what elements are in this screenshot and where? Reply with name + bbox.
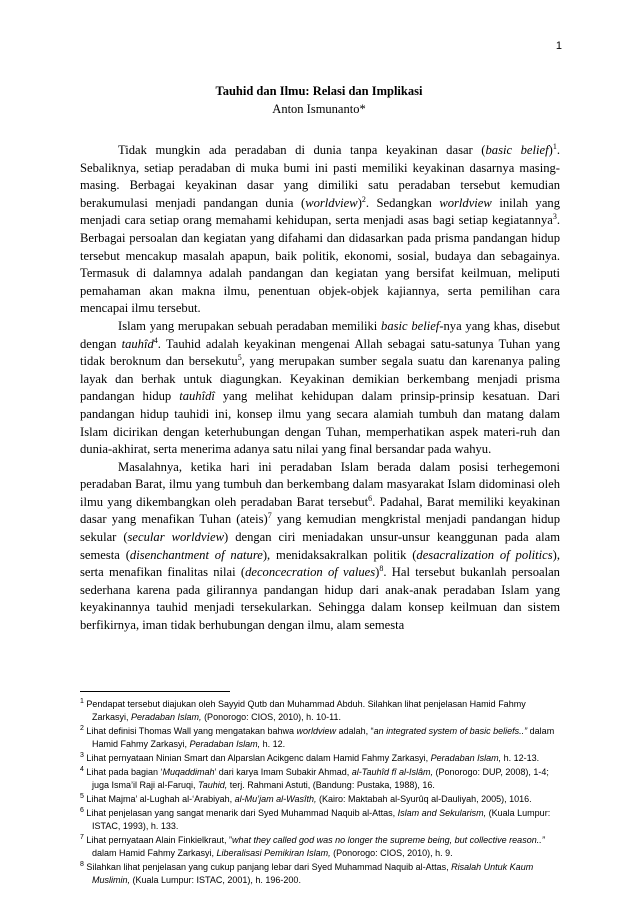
- footnote-number: 1: [80, 698, 84, 705]
- text-run: (Ponorogo: CIOS, 2010), h. 10-11.: [201, 712, 341, 722]
- document-title: Tauhid dan Ilmu: Relasi dan Implikasi: [215, 84, 423, 98]
- text-run: -nya yang khas, disebut dengan: [80, 318, 560, 351]
- italic-run: Risalah Untuk Kaum Muslimin,: [92, 862, 534, 885]
- footnote-number: 8: [80, 861, 84, 868]
- text-run: Tidak mungkin ada peradaban di dunia tanpa keyakinan dasar (: [118, 143, 486, 157]
- footnote-number: 2: [80, 725, 84, 732]
- italic-run: an integrated system of basic beliefs..”: [373, 726, 528, 736]
- italic-run: Liberalisasi Pemikiran Islam,: [216, 848, 331, 858]
- text-run: Pendapat tersebut diajukan oleh Sayyid Qutb dan Muhammad Abduh. Silahkan lihat penjelasan Hamid Fahmy Zarkasyi,: [86, 699, 526, 722]
- text-run: . Padahal, Barat memiliki keyakinan dasar yang menafikan Tuhan (ateis): [80, 494, 560, 527]
- text-run: ’ dari karya Imam Subakir Ahmad,: [214, 767, 352, 777]
- footnote-ref: 5: [237, 352, 242, 362]
- italic-run: Muqaddimah: [162, 767, 215, 777]
- text-run: . Sedangkan: [365, 195, 440, 210]
- footnote: [80, 834, 560, 860]
- paragraph: [80, 459, 560, 635]
- text-run: (Kuala Lumpur: ISTAC, 1993), h. 133.: [92, 808, 551, 831]
- text-run: , yang merupakan sumber segala suatu dan karenanya paling layak dan berhak untuk diagungkan. Keyakinan demikian berkembang menjadi prisma pandangan hidup: [80, 354, 560, 404]
- text-run: yang kemudian mengkristal menjadi pandangan hidup sekular (: [80, 512, 561, 545]
- text-run: . Sebaliknya, setiap peradaban di muka bumi ini pasti memiliki keyakinan dasarnya masing-masing. Berbagai keyakinan dasar yang dimiliki satu peradaban tersebut kemudian berakumulasi menjadi pandangan dunia (: [80, 143, 560, 210]
- italic-run: secular worldview: [127, 530, 225, 545]
- body-text: [80, 142, 560, 635]
- footnote-ref: 1: [552, 141, 557, 151]
- author-name: Anton Ismunanto*: [272, 102, 366, 116]
- text-run: Lihat pada bagian ‘: [86, 767, 163, 777]
- italic-run: Peradaban Islam,: [131, 712, 202, 722]
- footnote-number: 5: [80, 793, 84, 800]
- text-run: Lihat penjelasan yang sangat menarik dari Syed Muhammad Naquib al-Attas,: [86, 808, 398, 818]
- italic-run: al-Tauhîd fî al-Islâm,: [351, 767, 433, 777]
- text-run: Lihat definisi Thomas Wall yang mengatakan bahwa: [86, 726, 297, 736]
- footnote: [80, 861, 560, 887]
- text-run: h. 12-13.: [501, 753, 540, 763]
- italic-run: al-Mu’jam al-Wasîth,: [234, 794, 317, 804]
- text-run: Silahkan lihat penjelasan yang cukup panjang lebar dari Syed Muhammad Naquib al-Attas,: [86, 862, 452, 872]
- footnote: [80, 793, 560, 806]
- footnote-number: 6: [80, 807, 84, 814]
- text-run: ), menidaksakralkan politik (: [262, 547, 417, 562]
- italic-run: deconcecration of values: [245, 565, 376, 580]
- italic-run: Peradaban Islam,: [430, 753, 502, 763]
- text-run: . Berbagai persoalan dan kegiatan yang difahami dan didasarkan pada prisma pandangan hidup tersebut mencakup masalah apapun, baik politik, ekonomi, sosial, budaya dan sebagainya. Termasuk di dalamnya adalah pandangan dan kegiatan yang bersifat keilmuan, meliputi pemahaman akan makna ilmu, penentuan objek-objek kajiannya, serta pemilihan cara mencapai ilmu tersebut.: [80, 213, 560, 316]
- italic-run: worldview: [439, 195, 492, 210]
- text-run: terj. Rahmani Astuti, (Bandung: Pustaka, 1988), 16.: [227, 780, 435, 790]
- text-run: adalah, “: [336, 726, 374, 736]
- footnote-number: 7: [80, 834, 84, 841]
- footnote: [80, 752, 560, 765]
- footnote-number: 3: [80, 752, 84, 759]
- text-run: (Kuala Lumpur: ISTAC, 2001), h. 196-200.: [130, 875, 301, 885]
- text-run: dalam Hamid Fahmy Zarkasyi,: [92, 848, 217, 858]
- text-run: ) dengan ciri meniadakan unsur-unsur keanggunan pada alam semesta (: [80, 530, 560, 562]
- italic-run: worldview: [305, 195, 358, 210]
- footnote: [80, 725, 560, 751]
- text-run: yang melihat kehidupan dalam prinsip-prinsip kesatuan. Dari pandangan hidup tauhidi ini, konsep ilmu yang secara alamiah tumbuh dan matang dalam Islam dicirikan dengan keterhubungan dengan Tuhan, memperhatikan aspek materi-ruh dan dunia-akhirat, serta menerima adanya satu nilai yang final bersandar pada wahyu.: [80, 389, 560, 457]
- italic-run: disenchantment of nature: [129, 547, 263, 562]
- paragraph: [80, 142, 560, 318]
- footnote: [80, 807, 560, 833]
- footnote-number: 4: [80, 766, 84, 773]
- text-run: Lihat pernyataan Ninian Smart dan Alparslan Acikgenc dalam Hamid Fahmy Zarkasyi,: [86, 753, 431, 763]
- page-number: 1: [555, 40, 562, 52]
- italic-run: desacralization of politics: [416, 547, 553, 562]
- text-run: h. 12.: [260, 739, 286, 749]
- text-run: (Ponorogo: CIOS, 2010), h. 9.: [330, 848, 453, 858]
- text-run: dalam Hamid Fahmy Zarkasyi,: [92, 726, 555, 749]
- text-run: Lihat pernyataan Alain Finkielkraut, ”: [86, 835, 233, 845]
- text-run: ), serta menafikan finalitas nilai (: [80, 547, 560, 580]
- footnote: [80, 698, 560, 724]
- text-run: ): [357, 195, 362, 210]
- italic-run: basic belief: [485, 143, 549, 157]
- footnote-ref: 6: [368, 493, 373, 503]
- text-run: (Ponorogo: DUP, 2008), 1-4; juga Isma’il Raji al-Faruqi,: [92, 767, 549, 790]
- footnote: [80, 766, 560, 792]
- footnote-ref: 2: [361, 194, 366, 204]
- text-run: Lihat Majma’ al-Lughah al-‘Arabiyah,: [86, 794, 235, 804]
- italic-run: basic belief: [381, 318, 440, 333]
- text-run: Masalahnya, ketika hari ini peradaban Islam berada dalam posisi terhegemoni peradaban Barat, ilmu yang tumbuh dan berkembang dalam masyarakat Islam didominasi oleh ilmu yang dikembangkan oleh peradaban Barat tersebut: [80, 459, 560, 509]
- footnote-ref: 3: [552, 212, 557, 222]
- italic-run: Islam and Sekularism,: [397, 808, 487, 818]
- italic-run: Tauhid,: [198, 780, 228, 790]
- italic-run: worldview: [296, 726, 337, 736]
- italic-run: tauhîdî: [179, 389, 215, 404]
- footnote-ref: 7: [267, 511, 272, 521]
- text-run: . Tauhid adalah keyakinan mengenai Allah sebagai satu-satunya Tuhan yang tidak beroknum dan bersekutu: [80, 336, 560, 369]
- footnote-ref: 8: [379, 564, 384, 574]
- footnote-separator: [80, 691, 230, 692]
- text-run: Islam yang merupakan sebuah peradaban memiliki: [118, 318, 382, 333]
- text-run: . Hal tersebut bukanlah persoalan sederhana karena pada gilirannya pandangan hidup dari anak-anak peradaban Islam yang keyakinannya tauhid menjadi tersekularkan. Sehingga dalam konsep keilmuan dan sistem berfikirnya, iman tidak berhubungan dengan ilmu, alam semesta: [80, 565, 560, 633]
- text-run: inilah yang menjadi cara setiap orang memahami kehidupan, serta menjadi asas bagi setiap kegiatannya: [80, 195, 561, 228]
- footnotes: [80, 698, 560, 888]
- paragraph: [80, 318, 560, 459]
- italic-run: what they called god was no longer the supreme being, but collective reason..”: [232, 835, 545, 845]
- italic-run: Peradaban Islam,: [189, 739, 261, 749]
- text-run: ): [375, 565, 380, 580]
- text-run: (Kairo: Maktabah al-Syurûq al-Dauliyah, 2005), 1016.: [316, 794, 532, 804]
- italic-run: tauhîd: [121, 336, 154, 351]
- text-run: ): [548, 143, 553, 157]
- footnote-ref: 4: [153, 335, 158, 345]
